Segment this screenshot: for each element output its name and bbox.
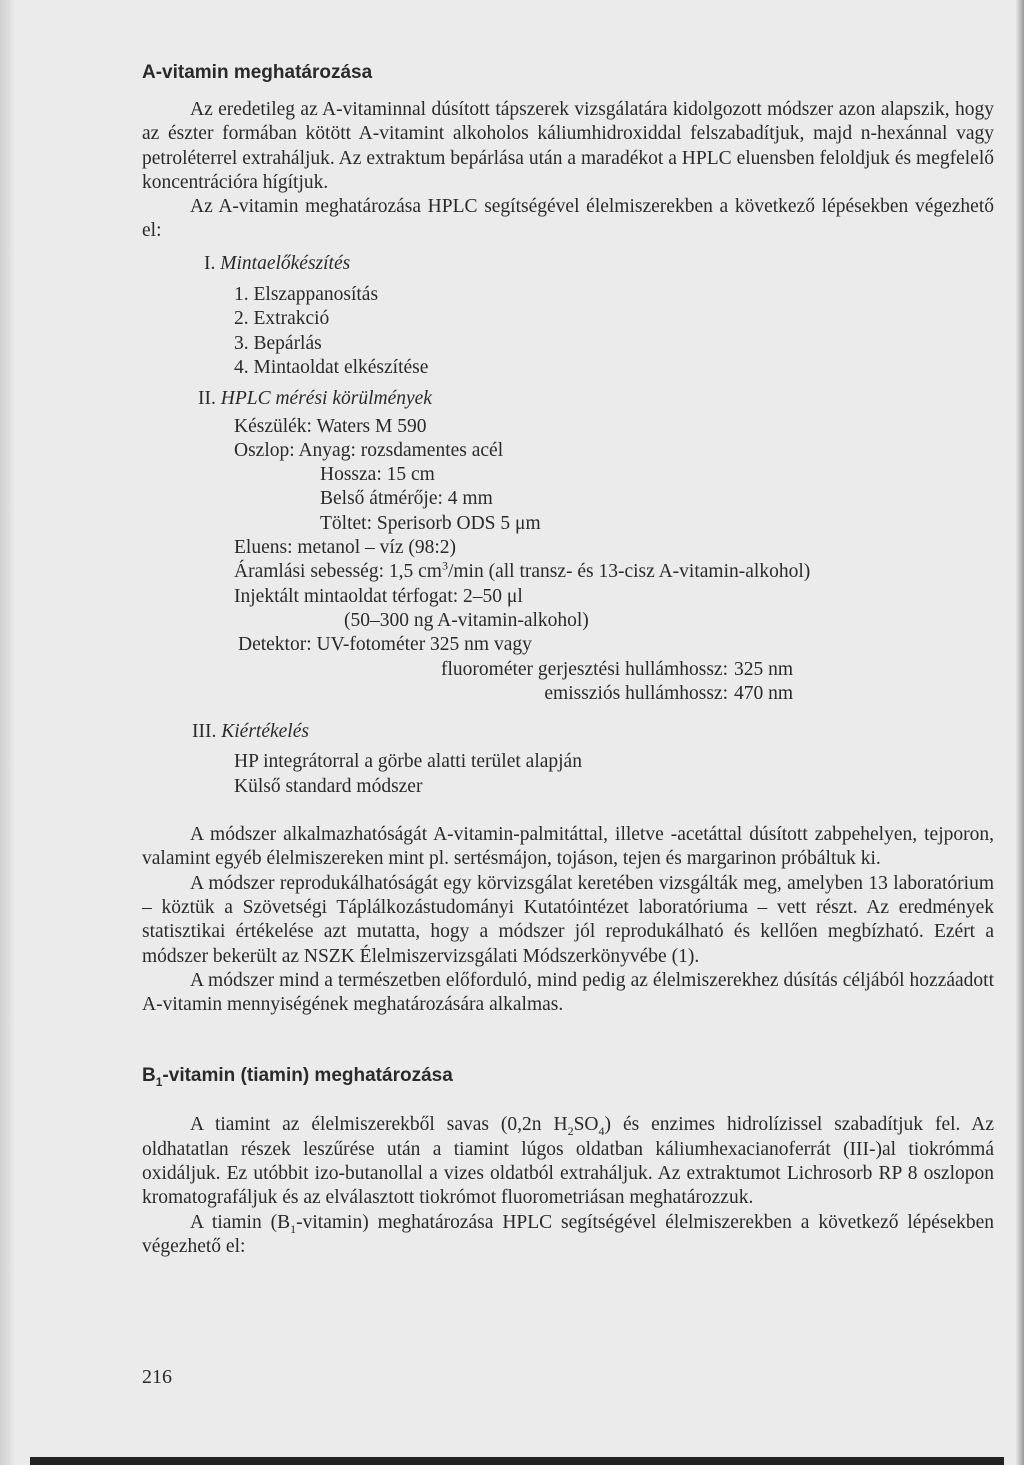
hplc-emission-label: emissziós hullámhossz: [544,682,728,704]
section-a-paragraph-5: A módszer mind a természetben előforduló, mind pedig az élelmiszerekhez dúsítás céljából hozzáadott A-vitamin mennyiségének meghatározására alkalmas. [142,969,994,1016]
hplc-fluorometer-value: 325 nm [734,658,794,680]
step-1-item-3: 3. Bepárlás [234,332,322,354]
section-b-title [142,1065,994,1090]
section-b-p2-a: A tiamin (B [190,1211,291,1233]
section-b-title-a: B [142,1065,156,1087]
hplc-column-length: Hossza: 15 cm [320,464,435,486]
section-b-title-sub: 1 [155,1075,163,1090]
section-b-p2-b: -vitamin) meghatározása HPLC segítségével élelmiszerekben a következő lépésekben végezhető el: [142,1211,995,1257]
step-1-item-4: 4. Mintaoldat elkészítése [234,356,429,378]
section-a-paragraph-1: Az eredetileg az A-vitaminnal dúsított tápszerek vizsgálatára kidolgozott módszer azon alapszik, hogy az észter formában kötött A-vitamint alkoholos káliumhidroxiddal felszabadítjuk, majd n-hexánnal vagy petroléterrel extraháljuk. Az extraktum bepárlása után a maradékot a HPLC eluensben feloldjuk és megfelelő koncentrációra hígítjuk. [142,99,994,193]
hplc-injection: Injektált mintaoldat térfogat: 2–50 μl [234,585,523,607]
hplc-emission-value: 470 nm [734,682,794,704]
section-a-paragraph-2: Az A-vitamin meghatározása HPLC segítségével élelmiszerekben a következő lépésekben végezhető el: [142,196,994,242]
hplc-device: Készülék: Waters M 590 [234,415,427,437]
hplc-column-fill: Töltet: Sperisorb ODS 5 μm [320,512,541,534]
hplc-flow-rate [142,560,994,584]
hplc-flow-rate-sup: 3 [441,558,448,573]
section-a-paragraph-4: A módszer reprodukálhatóságát egy körvizsgálat keretében vizsgálták meg, amelyben 13 laboratórium – köztük a Szövetségi Táplálkozástudományi Kutatóintézet laboratóriuma – vett részt. Az eredmények statisztikai értékelése azt mutatta, hogy a módszer jól reprodukálható és kellően megbízható. Ezért a módszer bekerült az NSZK Élelmiszervizsgálati Módszerkönyvébe (1). [142,872,994,967]
hplc-column: Oszlop: Anyag: rozsdamentes acél [234,439,504,461]
section-b-p2-sub: 1 [290,1221,297,1236]
step-2-title: HPLC mérési körülmények [220,388,432,410]
page-body [142,62,994,1259]
step-3-number: III. [192,721,217,743]
page-number: 216 [142,1366,172,1388]
section-b-p1-b: SO [573,1114,599,1136]
section-b-paragraph-1 [142,1113,994,1210]
section-a-paragraph-3: A módszer alkalmazhatóságát A-vitamin-palmitáttal, illetve -acetáttal dúsított zabpehelyen, tejporon, valamint egyéb élelmiszereken mint pl. sertésmájon, tojáson, tejen és margarinon próbáltuk ki. [142,824,994,870]
hplc-flow-rate-a: Áramlási sebesség: 1,5 cm [234,561,442,583]
evaluation-line-2: Külső standard módszer [234,775,423,797]
step-1-number: I. [204,252,216,274]
section-b-p1-sub-2: 4 [598,1124,605,1139]
step-1-item-1: 1. Elszappanosítás [234,284,379,306]
section-b-p1-a: A tiamint az élelmiszerekből savas (0,2n H [190,1114,568,1136]
section-b-title-b: -vitamin (tiamin) meghatározása [162,1065,453,1087]
scan-right-edge [1016,0,1024,1465]
step-3-heading [142,720,994,744]
step-1-heading [142,252,994,276]
step-2-number: II. [198,388,216,410]
hplc-injection-amount: (50–300 ng A-vitamin-alkohol) [344,609,589,631]
step-2-heading [142,387,994,411]
section-a-title: A-vitamin meghatározása [142,62,373,83]
scan-bottom-edge [30,1457,1004,1465]
hplc-column-diameter: Belső átmérője: 4 mm [320,488,493,510]
step-1-item-2: 2. Extrakció [234,308,330,330]
hplc-emission-row [142,682,994,706]
hplc-flow-rate-b: /min (all transz- és 13-cisz A-vitamin-alkohol) [447,561,811,583]
step-3-title: Kiértékelés [221,721,309,743]
scan-left-edge [0,0,14,1465]
hplc-detector: Detektor: UV-fotométer 325 nm vagy [238,634,532,656]
hplc-fluorometer-label: fluorométer gerjesztési hullámhossz: [441,658,728,680]
hplc-fluorometer-row [142,658,994,682]
section-b-p1-c: ) és enzimes hidrolízissel szabadítjuk fel. Az oldhatatlan részek leszűrése után a tiamint lúgos oldatban káliumhexacianoferrát (III-)al tiokrómmá oxidáljuk. Ez utóbbit izo-butanollal a vizes oldatból extraháljuk. Az extraktumot Lichrosorb RP 8 oszlopon kromatografáljuk és az elválasztott tiokrómot fluorometriásan meghatározzuk. [142,1114,994,1209]
step-1-title: Mintaelőkészítés [220,252,351,274]
hplc-eluent: Eluens: metanol – víz (98:2) [234,537,457,559]
evaluation-line-1: HP integrátorral a görbe alatti terület alapján [234,751,582,773]
section-b-p1-sub-1: 2 [567,1124,574,1139]
section-b-paragraph-2 [142,1211,994,1260]
